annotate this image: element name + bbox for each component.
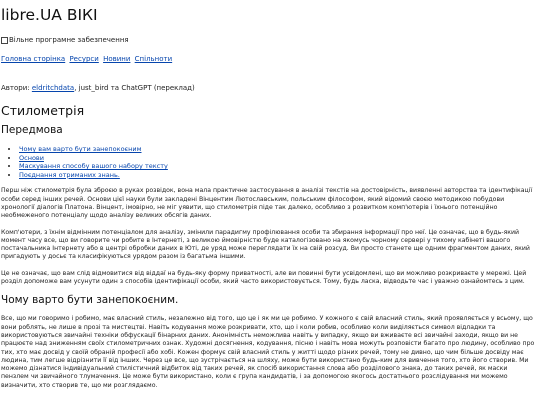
- authors-line: [1, 84, 537, 93]
- toc-link-masking[interactable]: Маскування способу вашого набору тексту: [19, 162, 168, 171]
- section-heading-why-worry: Чому варто бути занепокоєним.: [1, 294, 179, 307]
- paragraph-intro-3: Це не означає, що вам слід відмовитися від віддаї на будь-яку форму приватності, але ви повинні бути усвідомлені, що ви можливо розкриваєте у мережі. Цей розділ допоможе вам усунути один з способів ідентифікації особи, який часто використовується. Тому, будь ласка, відводьте час і уважно ознайомтесь з цим.: [1, 269, 527, 286]
- paragraph-why-worry: Все, що ми говоримо і робимо, має власний стиль, незалежно від того, що це і як ми це робимо. У кожного є свій власний стиль, який проявляється у всьому, що вони роблять, не лише в прозі та мистецтві. Навіть кодування може розкривати, хто, що і коли робив, особливо коли виділяється символ відладки та використовуються звичайні техніки обфускації бінарних даних. Анонімність неможлива навіть у випадку, якщо ви вживаєте всі звичайні заходи, якщо ви не працюєте над зниженням своїх стилометричних ознак. Художні досягнення, кодування, пісню і навіть мова можуть розповісти багато про людину, особливо про тих, хто має досвід у своїй обраній професії або хобі. Кожен формує свій власний стиль у житті щодо різних речей, тому не дивно, що чим більше досвіду має людина, тим легше відрізнити її від інших. Через це все, що зустрічається на шляху, може бути використано будь-ким для вивчення того, хто його створив. Ми можемо дізнатися індивідуальний стилістичний відбиток від таких речей, як спосіб використання слова або розділового знака, до таких речей, як маски пензлем чи звичайного тлумачення. Це може бути використано, коли є група кандидатів, і за допомогою якогось достатнього розслідування ми можемо визначити, хто створив те, що ми розглядаємо.: [1, 315, 535, 389]
- author-link[interactable]: eldritchdata: [31, 84, 75, 92]
- nav-link-communities[interactable]: Спільноти: [134, 55, 173, 63]
- toc-link-basics[interactable]: Основи: [19, 153, 44, 162]
- toc-item: [19, 154, 537, 163]
- nav-link-news[interactable]: Новини: [103, 55, 131, 63]
- paragraph-intro-1: Перш ніж стилометрія була зброєю в руках розвідок, вона мала практичне застосування в аналізі текстів на достовірність, виявленні авторства та ідентифікації особи серед інших речей. Основи цієї науки були закладені Вінцентим Лютославським, польським філософом, який відомий своєю методикою побудови хронології діалогів Платона. Вінцент, імовірно, не міг уявити, що стилометрія піде так далеко, особливо з розвитком комп'ютерів і їхнього потенційно необмеженого потенціалу щодо аналізу великих обсягів даних.: [1, 187, 533, 220]
- nav-link-resources[interactable]: Ресурси: [69, 55, 99, 63]
- paragraph-intro-2: Комп'ютери, з їхнім відмінним потенціалом для аналізу, змінили парадигму профілювання особи та збирання інформації про неї. Це означає, що в будь-який момент часу все, що ви говорите чи робите в Інтернеті, з великою ймовірністю буде каталогізовано на якомусь чорному сервері у тихому кабінеті вашого постачальника Інтернету або в центрі обробки даних в Юті, де уряд може переглядати їх на свій розсуд. Ви просто станете ще одним фрагментом даних, який пригадують у досьє та класифікуються урядом разом із багатьма іншими.: [1, 228, 530, 261]
- tagline-text: Вільне програмне забезпечення: [9, 36, 129, 44]
- nav-link-home[interactable]: Головна сторінка: [1, 55, 66, 63]
- article-title: Стилометрія: [1, 103, 85, 118]
- site-title: libre.UA ВІКІ: [1, 6, 98, 24]
- toc-item: [19, 162, 537, 171]
- main-nav: [1, 55, 537, 64]
- square-icon: [1, 37, 8, 44]
- toc-link-combining[interactable]: Поєднання отриманих знань.: [19, 170, 120, 179]
- section-heading-foreword: Передмова: [1, 124, 63, 136]
- table-of-contents: [1, 145, 537, 179]
- authors-rest: , just_bird та ChatGPT (переклад): [74, 84, 195, 92]
- toc-item: [19, 145, 537, 154]
- toc-item: [19, 171, 537, 180]
- site-tagline: [1, 36, 537, 45]
- authors-prefix: Автори:: [1, 84, 32, 92]
- toc-link-why-worry[interactable]: Чому вам варто бути занепокоєним: [19, 145, 142, 153]
